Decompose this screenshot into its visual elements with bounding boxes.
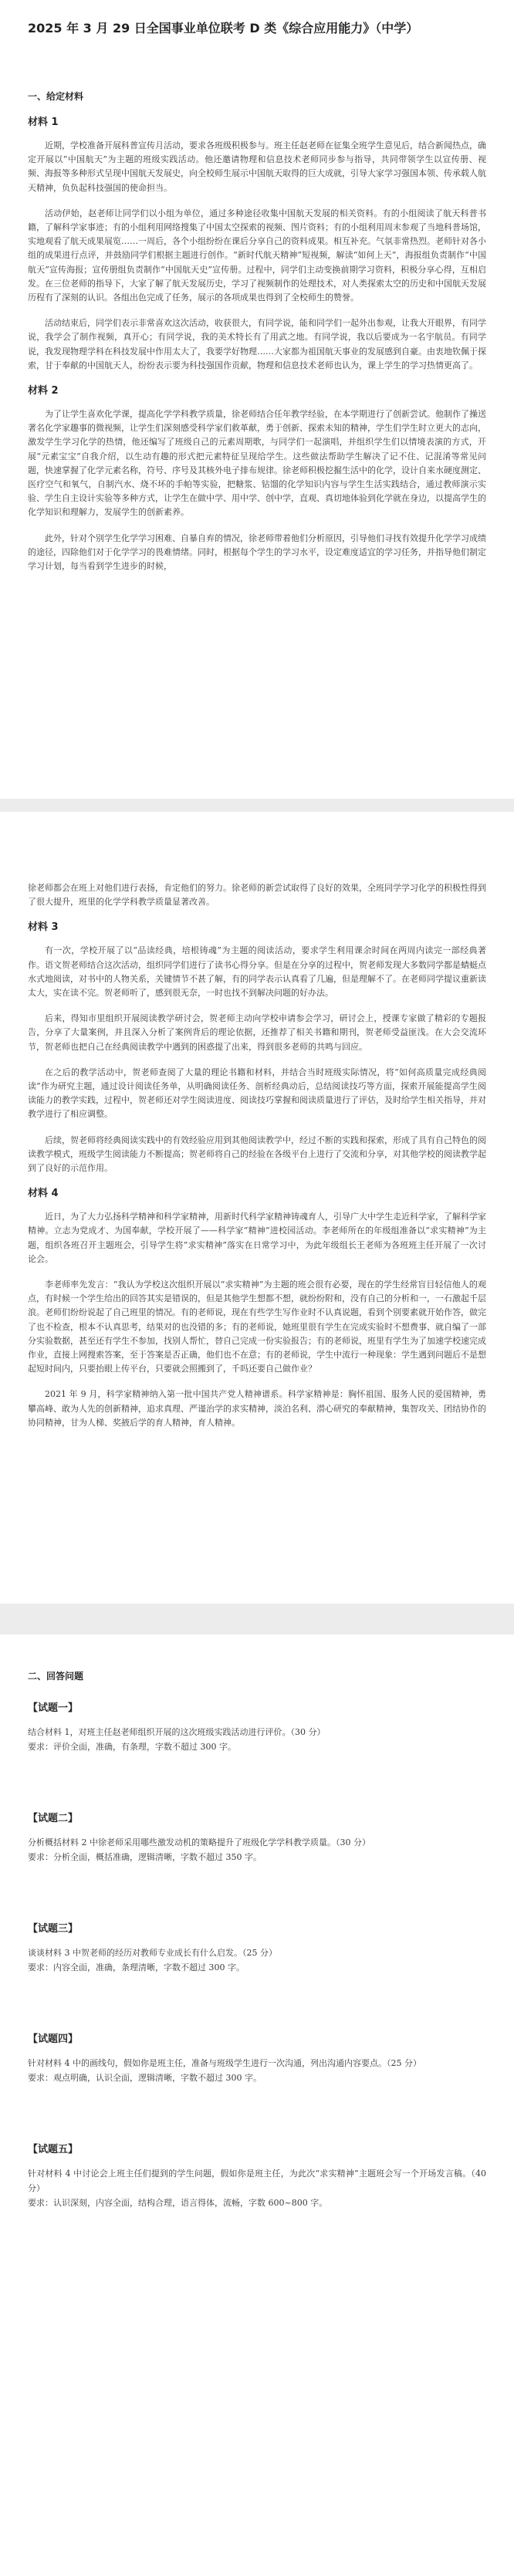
question-prompt: 谈谈材料 3 中贺老师的经历对教师专业成长有什么启发。（25 分） — [28, 1948, 277, 1958]
question-block — [28, 1812, 486, 1864]
question-block — [28, 2033, 486, 2085]
question-prompt: 针对材料 4 中的画线句，假如你是班主任，准备与班级学生进行一次沟通，列出沟通内容要点。（25 分） — [28, 2058, 421, 2068]
question-requirement: 要求：观点明确，认识全面，逻辑清晰，字数不超过 300 字。 — [28, 2073, 262, 2083]
question-prompt: 结合材料 1，对班主任赵老师组织开展的这次班级实践活动进行评价。（30 分） — [28, 1727, 326, 1737]
material-3-paragraph: 在之后的教学活动中，贺老师查阅了大量的理论书籍和材料，并结合当时班级实际情况，将“如何高质量完成经典阅读”作为研究主题，通过设计阅读任务单，从明确阅读任务、剖析经典动后，总结阅读技巧等方面，探索开展能提高学生阅读能力的教学实践，过程中，贺老师还对学生阅读进度、阅读技巧掌握和阅读质量进行了评估，及时给学生相关指导，并对教学进行了相应调整。 — [28, 1067, 486, 1120]
question-prompt: 针对材料 4 中讨论会上班主任们提到的学生问题，假如你是班主任，为此次“求实精神”主题班会写一个开场发言稿。（40 分） — [28, 2169, 486, 2193]
section-heading-questions: 二、回答问题 — [28, 1671, 84, 1682]
material-3-paragraph: 后来，得知市里组织开展阅读教学研讨会，贺老师主动向学校申请参会学习，研讨会上，授课专家做了精彩的专题报告，分享了大量案例，并且深入分析了案例背后的理论依据，还推荐了相关书籍和期刊，贺老师受益匪浅。在大会交流环节，贺老师也把自己在经典阅读教学中遇到的困惑提了出来，得到很多老师的共鸣与回应。 — [28, 1013, 486, 1052]
material-3-paragraph: 有一次，学校开展了以“品读经典，培根铸魂”为主题的阅读活动，要求学生利用课余时间在两周内读完一部经典著作。语文贺老师结合这次活动，组织同学们进行了读书心得分享。但是在分享的过程中，贺老师发现大多数同学都是蜻蜓点水式地阅读，对书中的人物关系，关键情节不甚了解，有的同学表示认真看了几遍，但是理解不了。在老师同学提议重新读太大，实在读不完。贺老师听了，感到很无奈，一时也找不到解决问题的好办法。 — [28, 945, 486, 999]
document-title: 2025 年 3 月 29 日全国事业单位联考 D 类《综合应用能力》（中学） — [28, 21, 419, 35]
material-3-heading: 材料 3 — [28, 921, 59, 934]
document-page-3 — [0, 1635, 514, 2576]
material-4-paragraph: 2021 年 9 月，科学家精神纳入第一批中国共产党人精神谱系。科学家精神是：胸怀祖国、服务人民的爱国精神，勇攀高峰、敢为人先的创新精神，追求真理、严谨治学的求实精神，淡泊名利、潜心研究的奉献精神，集智攻关、团结协作的协同精神，甘为人梯、奖掖后学的育人精神，育人精神。 — [28, 1389, 486, 1428]
material-4-paragraph: 李老师率先发言：“我认为学校这次组织开展以“求实精神”为主题的班会很有必要，现在的学生经常盲目轻信他人的观点，有时候一个学生给出的回答其实是错误的，但是其他学生想都不想，就纷纷附和，没有自己的分析和一，一石激起千层浪。老师们纷纷说起了自己班里的情况。有的老师说，现在有些学生写作业时不认真说题，看到个别要素就开始作答，做完了也不检查，根本不认真思考，结果对的也没错的多；有的老师说，她班里很有学生在完成实验时不想费事、就自编了一部分实验数据，甚至还有学生不参加，找别人帮忙，替自己完成一份实验报告；有的老师说，班里有学生为了加速学校速完成作业，直接上网搜索答案，至于答案是否正确，他们也不在意；有的老师说，学生中流行一种现象：学生遇到问题后不是想起短时间内，只要抬眼上传平台，只要就会照搬到了，千吗还要自己做作业？ — [28, 1280, 486, 1374]
material-1-heading: 材料 1 — [28, 117, 59, 128]
material-1-paragraph: 近期，学校准备开展科普宣传月活动，要求各班级积极参与。班主任赵老师在征集全班学生意见后，结合新闻热点，确定开展以“中国航天”为主题的班级实践活动。他还邀请物理和信息技术老师同步参与指导，共同带领学生以宣传册、视频、海报等多种形式呈现中国航天发展史，向全校师生展示中国航天取得的巨大成就，引导大家学习强国本领、传承载人航天精神，负负起科技强国的使命担当。 — [28, 140, 486, 193]
material-3-paragraph: 后续，贺老师将经典阅读实践中的有效经验应用到其他阅读教学中，经过不断的实践和探索，形成了具有自己特色的阅读教学模式，班级学生阅读能力不断提高；贺老师将自己的经验在各级平台上进行了交流和分享，对其他学校的阅读教学起到了良好的示范作用。 — [28, 1134, 486, 1174]
section-heading-materials: 一、给定材料 — [28, 91, 84, 102]
question-requirement: 要求：内容全面，准确，条理清晰，字数不超过 300 字。 — [28, 1962, 245, 1973]
question-block — [28, 1922, 486, 1975]
question-title: 【试题一】 — [28, 1702, 79, 1714]
material-2-continuation: 徐老师都会在班上对他们进行表扬，肯定他们的努力。徐老师的新尝试取得了良好的效果，全班同学学习化学的积极性得到了很大提升，班里的化学学科教学质量显著改善。 — [28, 883, 486, 908]
question-block — [28, 1702, 486, 1754]
material-4-heading: 材料 4 — [28, 1188, 59, 1200]
question-title: 【试题二】 — [28, 1813, 79, 1824]
material-2-paragraph: 为了让学生喜欢化学课，提高化学学科教学质量，徐老师结合任年教学经验，在本学期进行了创新尝试。他制作了操送著名化学家趣事的微视频，让学生们深刻感受科学家们救革献，勇于创新、探索未知的精神，学生们学生时立更大的志向，激发学生学习化学的热情，他还编写了班级自己的元素周期歌，与同学们一起演唱，并组织学生们以情境表演的方式，开展“元素宝宝”自我介绍，以生动有趣的形式把元素特征呈现给学生。这些做法帮助学生解决了记不住、记混淆等常见问题，快速掌握了化学元素名称，符号、序号及其核外电子排布规律。徐老师积极挖掘生活中的化学，设计自来水硬度测定、医疗空气和氧气，自制汽水、烧不坏的手帕等实验，把糖浆、钻馏的化学知识内容与学生生活实践结合，通过教师演示实验、学生自主设计实验等多种方式，让学生在做中学、用中学、创中学，直观、真切地体验到化学就在身边，以提高学生的化学知识和理解力，发展学生的创新素养。 — [28, 409, 486, 518]
material-2-paragraph: 此外，针对个别学生化学学习困难、自暴自弃的情况，徐老师带着他们分析原因，引导他们寻找有效提升化学学习成绩的途径，四除他们对于化学学习的畏难情绪。同时，根据每个学生的学习水平，设定难度适宜的学习任务，并指导他们制定学习计划，每当看到学生进步的时候， — [28, 532, 486, 572]
material-1-paragraph: 活动伊始，赵老师让同学们以小组为单位，通过多种途径收集中国航天发展的相关资料。有的小组阅读了航天科普书籍，了解科学家事迹；有的小组利用网络搜集了中国太空探索的视频、图片资料；有的小组利用周末参观了当地科普场馆，实地观看了航天成果展览……一周后，各个小组纷纷在课后分享自己的资料成果。相互补充。气氛非常热烈。老师针对各小组的成果进行点评，并鼓励同学们根据主题进行创作。“新时代航天精神”短视频，解读“如何上天”，海报组负责制作“中国航天”宣传海报；宣传册组负责制作“中国航天史”宣传册。过程中，同学们主动变换前期学习资料，积极分享心得，互相启发。在三位老师的指导下，大家了解了航天发展历史，学习了视频制作的处理技术，对人类探索太空的历史和中国航天发展历程有了深刻的认识。各组出色完成了任务，展示的各项成果也得到了全校师生的赞誉。 — [28, 208, 486, 303]
question-title: 【试题五】 — [28, 2144, 79, 2155]
question-block — [28, 2143, 486, 2210]
document-page-1 — [0, 0, 514, 799]
material-1-paragraph: 活动结束后，同学们表示非常喜欢这次活动，收获很大，有同学说，能和同学们一起外出参观，让我大开眼界，有同学说，我学会了制作视频，真开心；有同学说，我的美术特长有了用武之地。有同学说，我以后要成为一名宇航员。有同学说，我发现物理学科在科技发展中作用太大了，我要学好物理……大家都为祖国航天事业的发展感到自豪。由衷地钦佩于探索，甘于奉献的中国航天人，纷纷表示要为科技强国作贡献，物理和信息技术老师也认为，课上学生的学习热情更高了。 — [28, 318, 486, 370]
material-4-paragraph: 近日，为了大力弘扬科学精神和科学家精神，用新时代科学家精神铸魂育人，引导广大中学生走近科学家，了解科学家精神。立志为党成才、为国奉献，学校开展了——科学家“精神”进校园活动。李老师所在的年级组准备以“求实精神”为主题，组织各班召开主题班会，引导学生将“求实精神”落实在日常学习中，为此年级组长王老师为各班班主任开展了一次讨论会。 — [28, 1212, 486, 1264]
document-page-2 — [0, 812, 514, 1604]
material-2-heading: 材料 2 — [28, 385, 59, 397]
question-requirement: 要求：认识深刻，内容全面，结构合理，语言得体，流畅，字数 600~800 字。 — [28, 2198, 328, 2208]
question-title: 【试题三】 — [28, 1923, 79, 1935]
question-requirement: 要求：分析全面，概括准确，逻辑清晰，字数不超过 350 字。 — [28, 1852, 262, 1862]
question-requirement: 要求：评价全面，准确，有条理，字数不超过 300 字。 — [28, 1742, 236, 1752]
question-title: 【试题四】 — [28, 2033, 79, 2045]
question-prompt: 分析概括材料 2 中徐老师采用哪些激发动机的策略提升了班级化学学科教学质量。（30 分） — [28, 1837, 370, 1847]
